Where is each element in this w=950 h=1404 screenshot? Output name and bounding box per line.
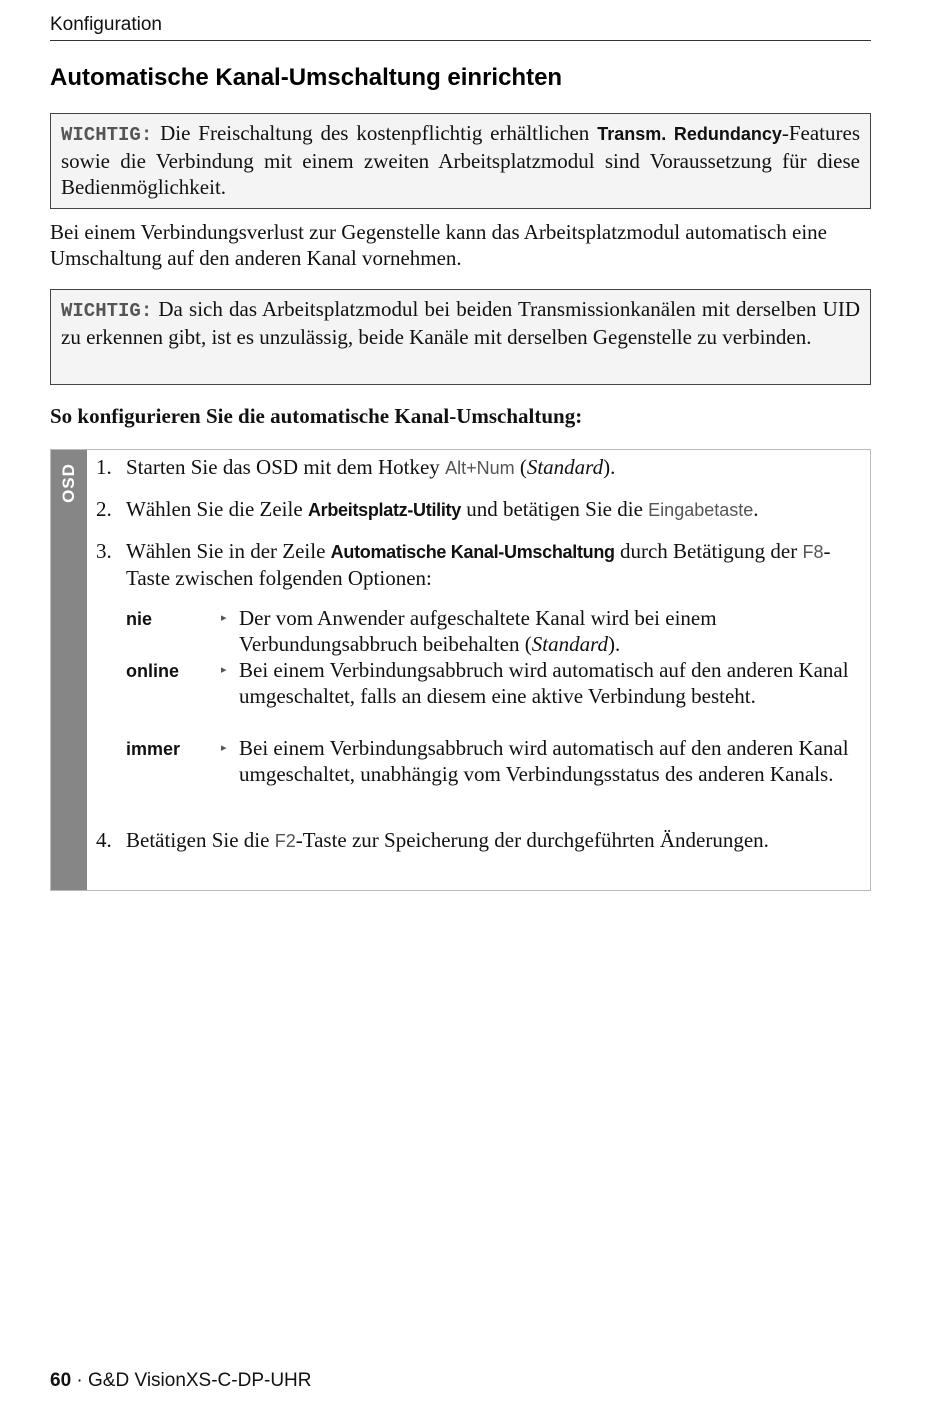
hotkey-name: Alt+Num — [445, 458, 515, 478]
option-immer — [126, 735, 866, 787]
key-name: F8 — [802, 542, 824, 562]
option-name: immer — [126, 739, 181, 759]
important-label: WICHTIG: — [61, 124, 153, 146]
step-number: 1. — [96, 455, 112, 479]
key-name: Eingabetaste — [648, 500, 754, 520]
triangle-bullet-icon: ▸ — [221, 663, 227, 676]
important-label: WICHTIG: — [61, 300, 153, 322]
key-name: F2 — [274, 831, 296, 851]
step-3: 3. Wählen Sie in der Zeile Automatische Kanal-Umschaltung durch Betätigung der F8-Taste zwischen folgenden Optionen: — [96, 539, 831, 590]
intro-paragraph: Bei einem Verbindungsverlust zur Gegenstelle kann das Arbeitsplatzmodul automatisch eine Umschaltung auf den anderen Kanal vornehmen. — [50, 220, 827, 270]
feature-name: Transm. Redundancy — [597, 124, 782, 144]
step-number: 3. — [96, 539, 112, 563]
triangle-bullet-icon: ▸ — [221, 611, 227, 624]
running-header: Konfiguration — [50, 14, 871, 41]
triangle-bullet-icon: ▸ — [221, 741, 227, 754]
page-number: 60 — [50, 1370, 72, 1391]
steps-heading: So konfigurieren Sie die automatische Kanal-Umschaltung: — [50, 404, 583, 428]
notice-text: -Features sowie die Verbindung mit einem zweiten Arbeitsplatzmodul sind Voraussetzung für diese Bedienmöglichkeit. — [61, 121, 860, 199]
osd-instructions-box — [50, 449, 871, 891]
footer-separator: · — [71, 1370, 89, 1391]
page-footer — [50, 1370, 312, 1392]
product-name: G&D VisionXS-C-DP-UHR — [88, 1370, 312, 1391]
notice-text: Da sich das Arbeitsplatzmodul bei beiden Transmissionkanälen mit derselben UID zu erkennen gibt, ist es unzulässig, beide Kanäle mit derselben Gegenstelle zu verbinden. — [61, 297, 860, 349]
important-notice-uid — [50, 289, 871, 385]
section-title: Automatische Kanal-Umschaltung einrichten — [50, 64, 563, 91]
option-description: Der vom Anwender aufgeschaltete Kanal wird bei einem Verbundungsabbruch beibehalten (Standard). — [239, 606, 717, 656]
notice-text: Die Freischaltung des kostenpflichtig erhältlichen — [152, 121, 598, 145]
option-description: Bei einem Verbindungsabbruch wird automatisch auf den anderen Kanal umgeschaltet, falls an diesem eine aktive Verbindung besteht. — [239, 658, 849, 708]
osd-sidebar — [51, 450, 87, 890]
step-2: 2. Wählen Sie die Zeile Arbeitsplatz-Utility und betätigen Sie die Eingabetaste. — [96, 497, 759, 521]
step-number: 4. — [96, 828, 112, 852]
option-online — [126, 657, 866, 709]
option-nie — [126, 605, 866, 657]
step-1: 1. Starten Sie das OSD mit dem Hotkey Alt+Num (Standard). — [96, 455, 616, 479]
option-name: nie — [126, 609, 153, 629]
option-description: Bei einem Verbindungsabbruch wird automatisch auf den anderen Kanal umgeschaltet, unabhängig vom Verbindungsstatus des anderen Kanals. — [239, 736, 849, 786]
step-number: 2. — [96, 497, 112, 521]
step-4: 4. Betätigen Sie die F2-Taste zur Speicherung der durchgeführten Änderungen. — [96, 828, 769, 852]
menu-item-name: Arbeitsplatz-Utility — [307, 500, 461, 520]
osd-label: OSD — [59, 463, 78, 503]
option-name: online — [126, 661, 179, 681]
menu-item-name: Automatische Kanal-Umschaltung — [330, 542, 615, 562]
important-notice-license — [50, 113, 871, 209]
